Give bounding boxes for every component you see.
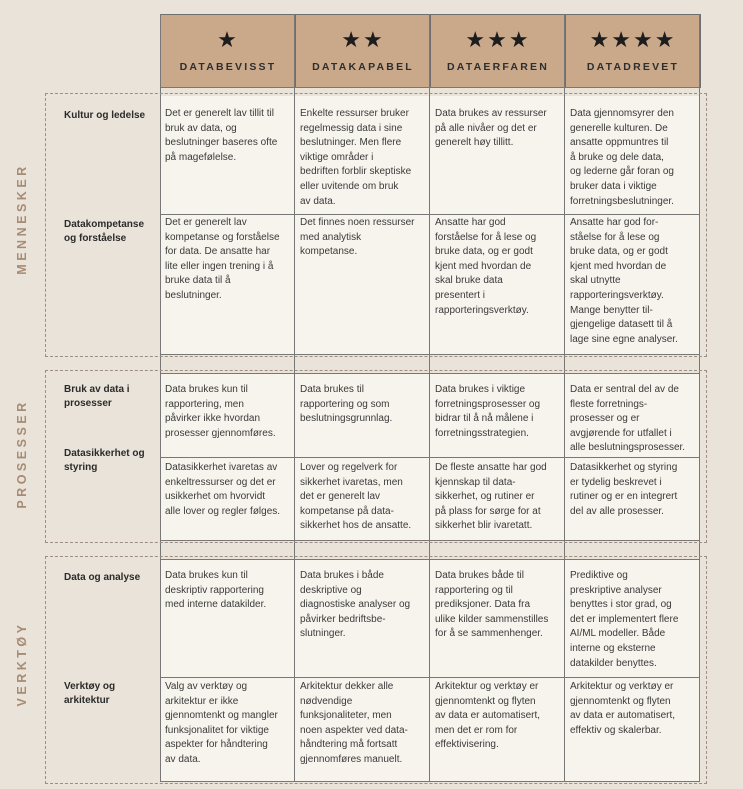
cell-text: Lover og regelverk for sikkerhet ivaretas, men det er generelt lav kompetanse på data- sikkerhet hos de ansatte. [300, 462, 412, 532]
cell-text: Arkitektur og verktøy er gjennomtenkt og flyten av data er automatisert, effektiv og skalerbar. [570, 681, 676, 736]
column-label: DATAERFAREN [447, 61, 549, 73]
row-label-data-og-analyse: Data og analyse [64, 572, 141, 583]
cell-text: Ansatte har god for- ståelse for å lese og bruke data, og er godt kjent med hvordan de skal utnytte rapporteringsverktøy. Mange benytter til- gjengelige datasett til å lage sine egne analyser. [570, 217, 678, 345]
cell-text: Datasikkerhet og styring er tydelig beskrevet i rutiner og er en integrert del av alle prosesser. [570, 462, 678, 517]
cell-text: Data brukes kun til rapportering, men påvirker ikke hvordan prosesser gjennomføres. [165, 384, 276, 439]
cell-text: Arkitektur dekker alle nødvendige funksjonaliteter, men noen aspekter ved data- håndtering må fortsatt gjennomføres manuelt. [300, 681, 408, 765]
column-label: DATADREVET [586, 61, 680, 73]
column-label: DATAKAPABEL [312, 61, 414, 73]
cell-text: Det er generelt lav kompetanse og forståelse for data. De ansatte har lite eller ingen trening i å bruke data til å beslutninger. [165, 217, 280, 301]
cell-text: Data brukes kun til deskriptiv rapportering med interne datakilder. [165, 570, 267, 611]
column-label: DATABEVISST [179, 61, 277, 73]
cell-text: Data gjennomsyrer den generelle kulturen. De ansatte oppmuntres til å bruke og dele data, og lederne går foran og bruker data i viktige forretningsbeslutninger. [570, 108, 674, 207]
cell-text: De fleste ansatte har god kjennskap til data- sikkerhet, og rutiner er på plass for sørge for at sikkerhet blir ivaretatt. [435, 462, 547, 532]
cell-text: Ansatte har god forståelse for å lese og bruke data, og er godt kjent med hvordan de skal bruke data presentert i rapporteringsverktøy. [435, 217, 537, 316]
one-star-icon: ★ [217, 27, 239, 52]
row-label-verktoy-arkitektur: Verktøy og arkitektur [64, 681, 116, 706]
group-label-verktoy: VERKTØY [15, 621, 29, 707]
two-stars-icon: ★★ [341, 27, 385, 52]
four-stars-icon: ★★★★ [589, 27, 677, 52]
cell-text: Valg av verktøy og arkitektur er ikke gjennomtenkt og mangler funksjonalitet for viktige aspekter for håndtering av data. [165, 681, 278, 765]
group-label-mennesker: MENNESKER [15, 163, 29, 275]
cell-text: Data brukes både til rapportering og til prediksjoner. Data fra ulike kilder sammenstilles for å se sammenhenger. [435, 570, 549, 640]
cell-text: Data er sentral del av de fleste forretnings- prosesser og er avgjørende for utfallet i alle beslutningsprosesser. [570, 384, 686, 454]
row-label-bruk-av-data: Bruk av data i prosesser [64, 384, 130, 409]
column-header-databevisst [160, 14, 296, 88]
cell-text: Det finnes noen ressurser med analytisk kompetanse. [300, 217, 415, 258]
cell-text: Data brukes i viktige forretningsprosesser og bidrar til å nå målene i forretningsstrategien. [435, 384, 541, 439]
cell-text: Data brukes til rapportering og som beslutningsgrunnlag. [300, 384, 393, 425]
three-stars-icon: ★★★ [465, 27, 531, 52]
group-label-prosesser: PROSESSER [15, 399, 29, 509]
cell-text: Data brukes i både deskriptive og diagnostiske analyser og påvirker bedriftsbe- slutninger. [300, 570, 411, 640]
cell-text: Det er generelt lav tillit til bruk av data, og beslutninger baseres ofte på magefølelse. [165, 108, 278, 163]
column-header-datadrevet [565, 14, 701, 88]
row-label-kultur: Kultur og ledelse [64, 110, 146, 121]
cell-text: Arkitektur og verktøy er gjennomtenkt og flyten av data er automatisert, men det er rom for effektivisering. [435, 681, 541, 751]
column-header-datakapabel [295, 14, 431, 88]
cell-text: Datasikkerhet ivaretas av enkeltressurser og det er usikkerhet om hvorvidt alle lover og regler følges. [165, 462, 281, 517]
cell-text: Data brukes av ressurser på alle nivåer og det er generelt høy tillitt. [435, 108, 547, 149]
row-label-datakompetanse: Datakompetanse og forståelse [64, 219, 145, 244]
row-label-datasikkerhet: Datasikkerhet og styring [64, 448, 145, 473]
cell-text: Enkelte ressurser bruker regelmessig data i sine beslutninger. Men flere viktige områder i bedriften forblir skeptiske eller uvitende om bruk av data. [300, 108, 412, 207]
cell-text: Prediktive og preskriptive analyser benyttes i stor grad, og det er implementert flere AI/ML modeller. Både interne og eksterne datakilder benyttes. [570, 570, 679, 669]
column-header-dataerfaren [430, 14, 566, 88]
